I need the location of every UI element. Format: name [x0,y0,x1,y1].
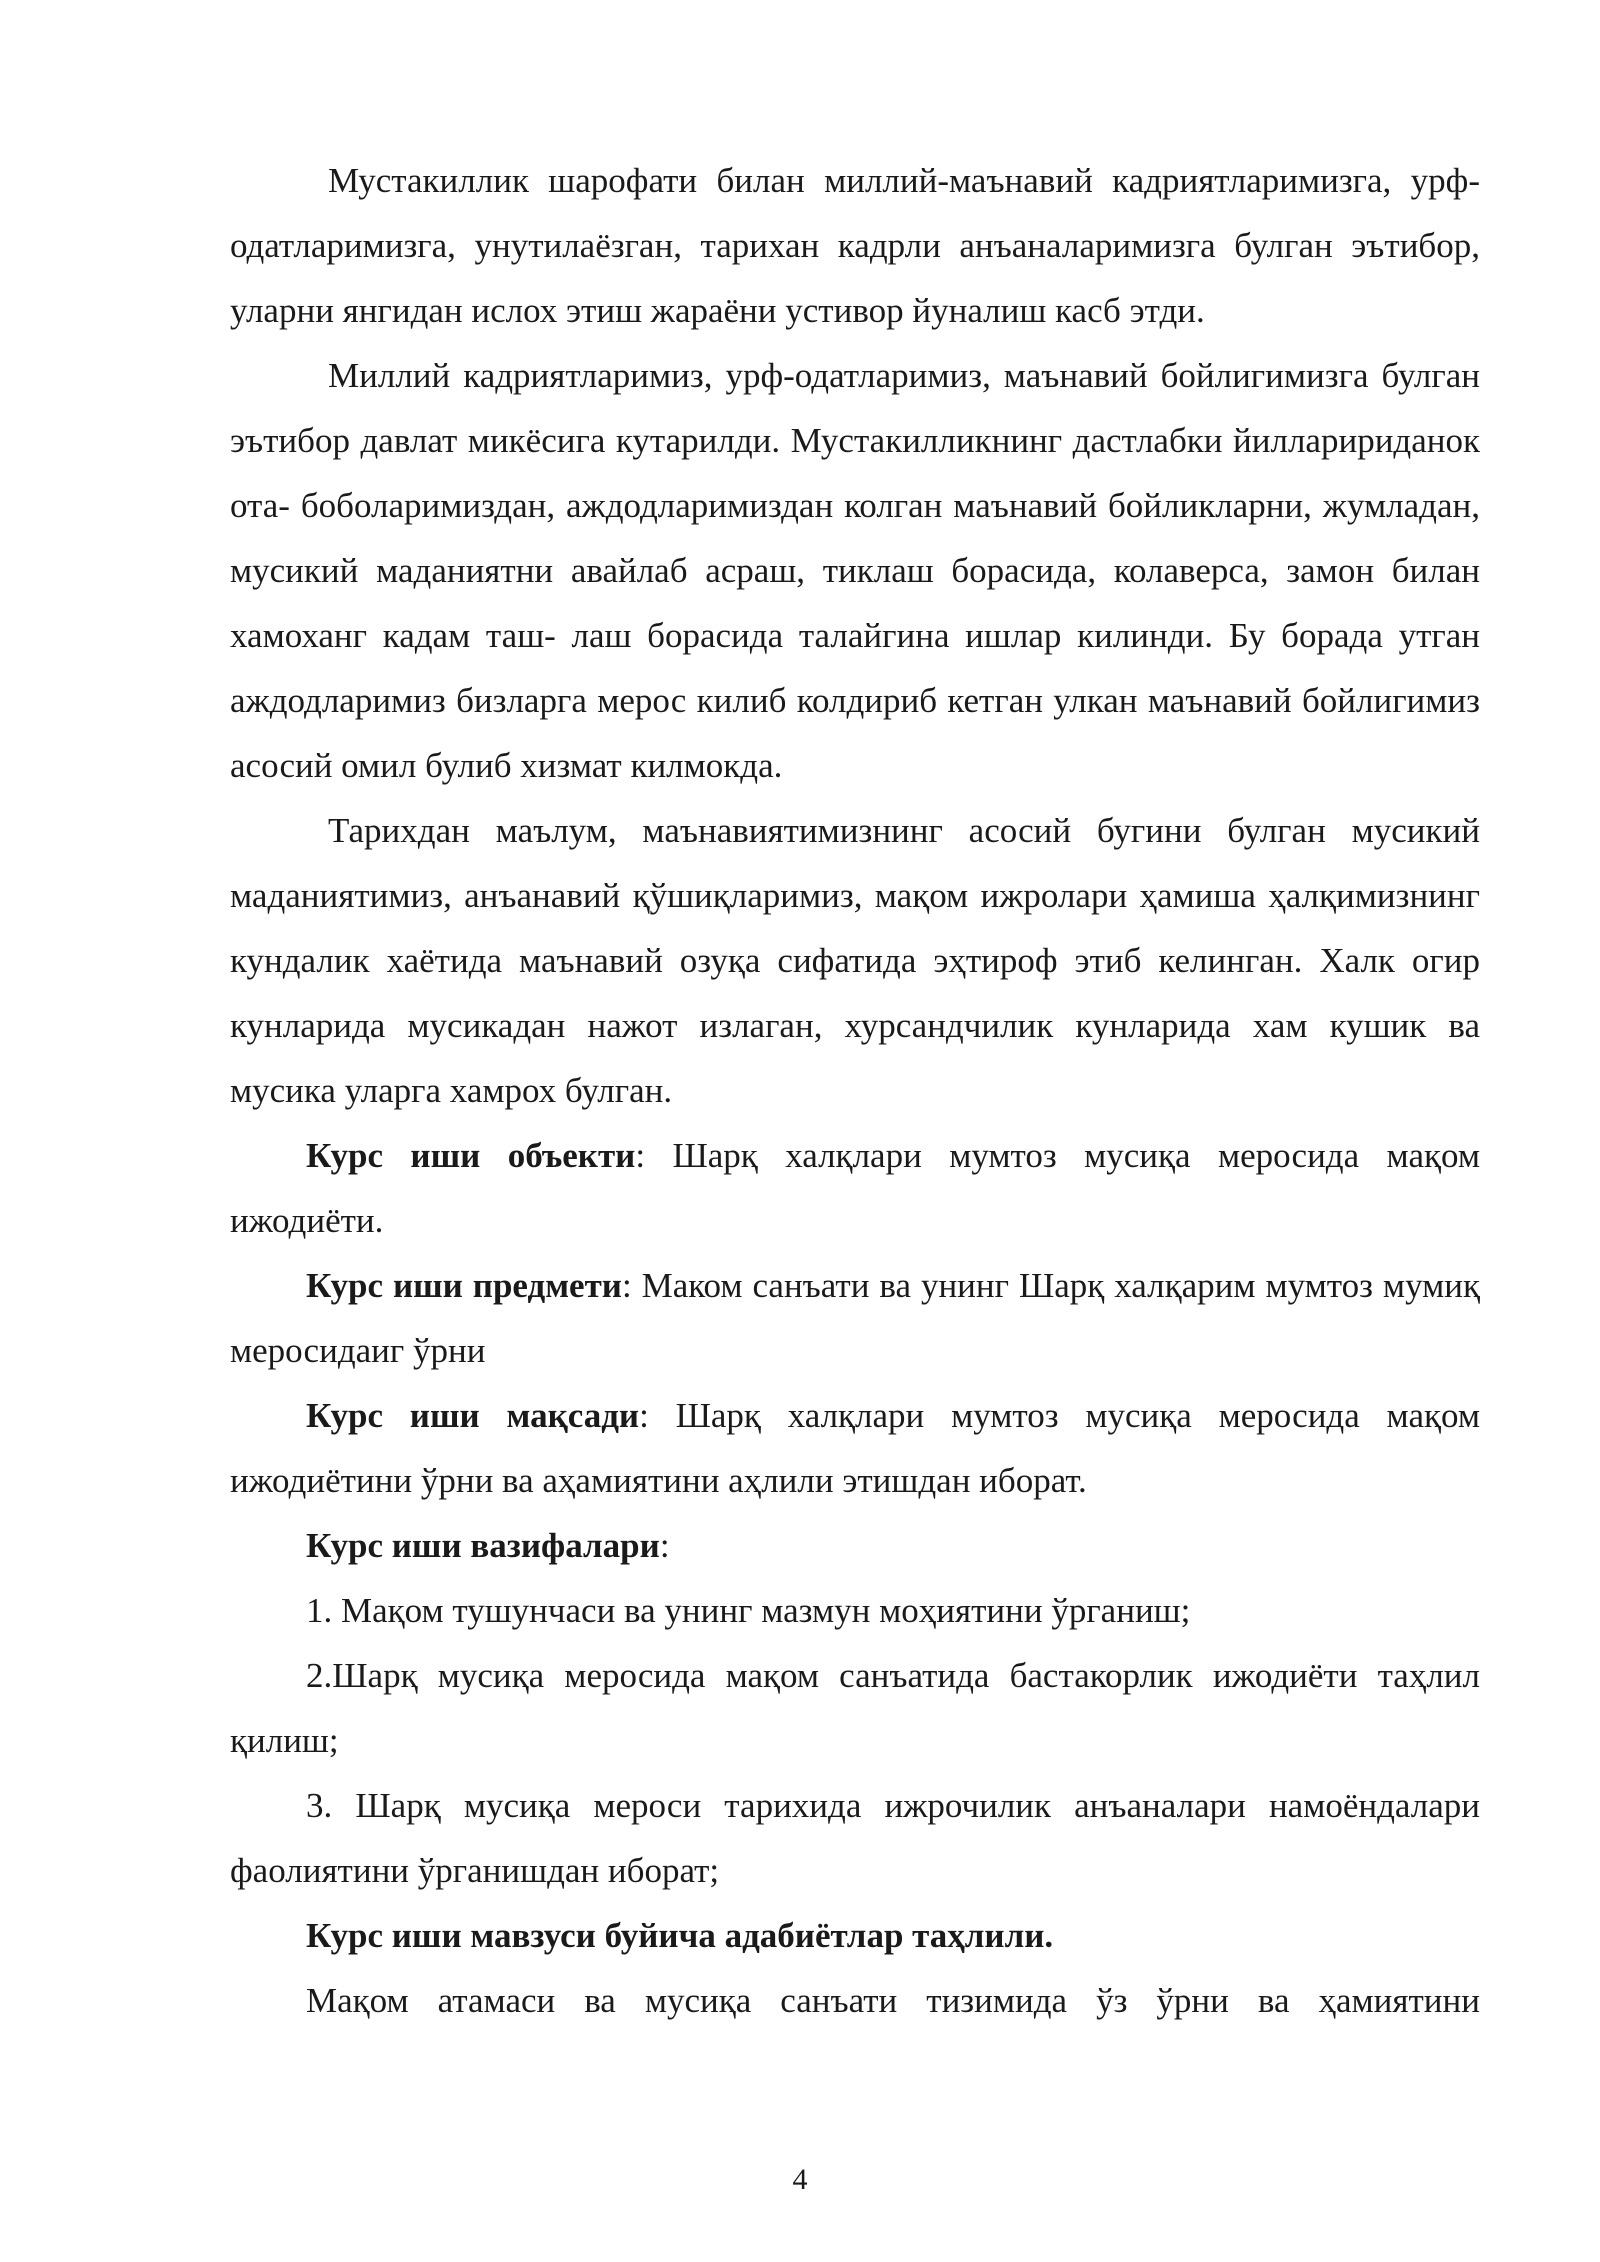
course-object-label: Курс иши объекти [306,1136,636,1175]
paragraph-independence: Мустакиллик шарофати билан миллий-маънавий кадриятларимизга, урф- одатларимизга, унутилаёзган, тарихан кадрли анъаналаримизга булган эътибор, уларни янгидан ислох этиш жараёни устивор йуналиш касб этди. [230,161,1480,330]
course-tasks-label: Курс иши вазифалари [306,1526,660,1565]
course-subject-text: : Маком санъати ва унинг Шарқ халқарим мумтоз мумиқ меросидаиг ўрни [230,1266,1480,1370]
literature-paragraph: Мақом атамаси ва мусиқа санъати тизимида ўз ўрни ва ҳамиятини [306,1981,1480,2020]
page-number: 4 [792,2163,808,2196]
course-object [230,1123,1480,1253]
page-body [230,148,1480,2033]
course-object-text: : Шарқ халқлари мумтоз мусиқа меросида мақом ижодиёти. [230,1136,1480,1240]
course-subject-label: Курс иши предмети [306,1266,622,1305]
literature-heading-text: Курс иши мавзуси буйича адабиётлар таҳлили. [306,1916,1054,1955]
course-subject [230,1253,1480,1383]
task-item: 3. Шарқ мусиқа мероси тарихида ижрочилик анъаналари намоёндалари фаолиятини ўрганишдан иборат; [230,1786,1480,1890]
task-item: 2.Шарқ мусиқа меросида мақом санъатида бастакорлик ижодиёти таҳлил қилиш; [230,1656,1480,1760]
course-tasks-heading [230,1513,1480,1578]
paragraph-national-values: Миллий кадриятларимиз, урф-одатларимиз, маънавий бойлигимизга булган эътибор давлат микёсига кутарилди. Мустакилликнинг дастлабки йилларириданок ота- боболаримиздан, аждодларимиздан колган маънавий бойликларни, жумладан, мусикий маданиятни авайлаб асраш, тиклаш борасида, колаверса, замон билан хамоханг кадам таш- лаш борасида талайгина ишлар килинди. Бу борада утган аждодларимиз бизларга мерос килиб колдириб кетган улкан маънавий бойлигимиз асосий омил булиб хизмат килмокда. [230,356,1480,785]
course-goal-label: Курс иши мақсади [306,1396,640,1435]
course-goal [230,1383,1480,1513]
course-goal-text: : Шарқ халқлари мумтоз мусиқа меросида мақом ижодиётини ўрни ва аҳамиятини аҳлили этишдан иборат. [230,1396,1480,1500]
literature-heading [230,1903,1480,1968]
task-item: 1. Мақом тушунчаси ва унинг мазмун моҳиятини ўрганиш; [306,1591,1191,1630]
course-tasks-colon: : [659,1526,670,1565]
paragraph-history: Тарихдан маълум, маънавиятимизнинг асосий бугини булган мусикий маданиятимиз, анъанавий қўшиқларимиз, мақом ижролари ҳамиша ҳалқимизнинг кундалик хаётида маънавий озуқа сифатида эҳтироф этиб келинган. Халк огир кунларида мусикадан нажот излаган, хурсандчилик кунларида хам кушик ва мусика уларга хамрох булган. [230,811,1480,1110]
